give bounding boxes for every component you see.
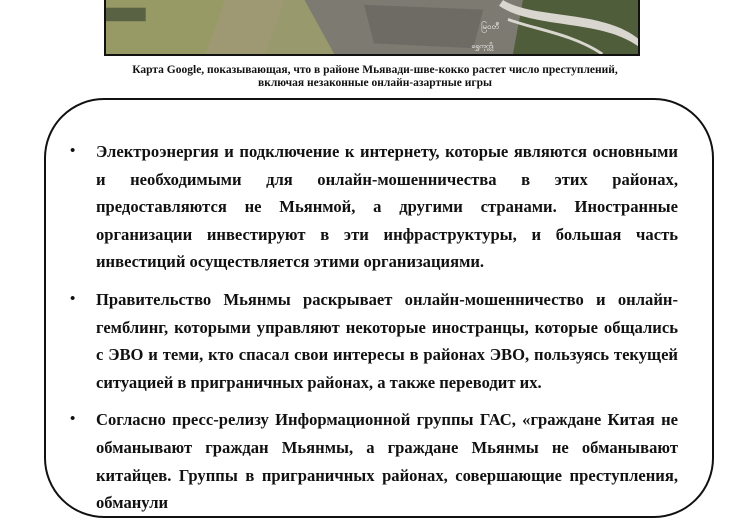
map-graphic — [106, 0, 638, 54]
bullet-dot-icon: • — [70, 411, 76, 428]
caption-line-2: включая незаконные онлайн-азартные игры — [258, 77, 492, 89]
bullet-item — [70, 138, 678, 276]
map-dark-patch — [106, 8, 146, 21]
map-label-secondary: ရွှေကုက္ကို — [471, 42, 494, 51]
bullet-item — [70, 406, 678, 516]
bullet-dot-icon: • — [70, 143, 76, 159]
figure-caption — [60, 64, 690, 90]
bullet-list — [70, 138, 678, 527]
bullet-dot-icon: • — [70, 290, 76, 307]
map-urban-dense — [364, 5, 483, 48]
bullet-text: Электроэнергия и подключение к интернету, которые являются основными и необходимыми для онлайн-мошенничества в этих районах, предоставляются не Мьянмой, а другими странами. Иностранные организации инвестируют в эти инфраструктуры, и большая часть инвестиций осуществляется этими организациями. — [96, 142, 678, 272]
bullet-text: Согласно пресс-релизу Информационной группы ГАС, «граждане Китая не обманывают граждан Мьянмы, а граждане Мьянмы не обманывают китайцев. Группы в приграничных районах, совершающие преступления, обманули — [96, 410, 678, 513]
caption-line-1: Карта Google, показывающая, что в районе Мьявади-шве-кокко растет число преступлений, — [132, 64, 618, 76]
satellite-map-image — [104, 0, 640, 56]
map-label-primary: မြဝတီ — [481, 22, 500, 31]
bullet-item — [70, 286, 678, 396]
bullet-text: Правительство Мьянмы раскрывает онлайн-мошенничество и онлайн-гемблинг, которыми управляют некоторые иностранцы, которые общались с ЭВО и теми, кто спасал свои интересы в районах ЭВО, пользуясь текущей ситуацией в приграничных районах, а также переводит их. — [96, 289, 678, 392]
